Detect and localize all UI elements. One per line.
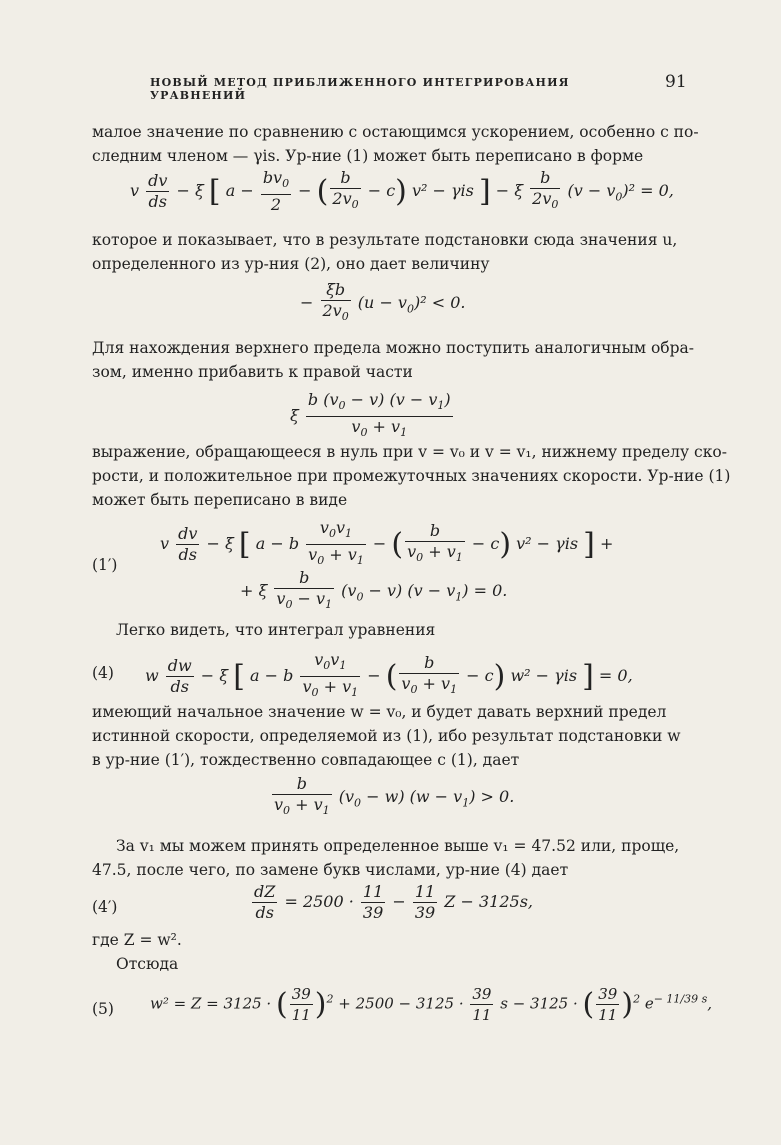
text-line: которое и показывает, что в результате подстановки сюда значения u, bbox=[92, 231, 678, 249]
running-head: НОВЫЙ МЕТОД ПРИБЛИЖЕННОГО ИНТЕГРИРОВАНИЯ УРАВНЕНИЙ bbox=[150, 76, 570, 102]
text-line: Отсюда bbox=[116, 955, 179, 973]
text-line: рости, и положительное при промежуточных значениях скорости. Ур-ние (1) bbox=[92, 467, 731, 485]
text-line: За v₁ мы можем принять определенное выше v₁ = 47.52 или, проще, bbox=[116, 837, 680, 855]
equation-label-1prime: (1′) bbox=[92, 556, 118, 574]
paragraph-3 bbox=[92, 336, 695, 384]
paragraph-2 bbox=[92, 228, 692, 276]
text-line: истинной скорости, определяемой из (1), ибо результат подстановки w bbox=[92, 727, 681, 745]
paragraph-7 bbox=[92, 834, 692, 882]
paragraph-8 bbox=[92, 928, 692, 976]
text-line: Для нахождения верхнего предела можно поступить аналогичным обра- bbox=[92, 339, 695, 357]
paragraph-4 bbox=[92, 440, 731, 512]
equation-1-rewritten: v $\frac{dv}{ds}$ − ξ [ a − $\frac{bv_0}{2}$ − ( $\frac{b}{2v_0}$ − c) v² − γis ] − ξ $\frac{b}{2v_0}$ $(v - v_0)^2 = 0$, bbox=[130, 168, 674, 215]
text-line: в ур-ние (1′), тождественно совпадающее с (1), дает bbox=[92, 751, 520, 769]
text-line: Легко видеть, что интеграл уравнения bbox=[116, 621, 436, 639]
equation-4prime: $\frac{dZ}{ds}$ = 2500 · $\frac{11}{39}$ − $\frac{11}{39}$ Z − 3125s, bbox=[254, 882, 534, 922]
equation-label-4: (4) bbox=[92, 664, 114, 682]
equation-5: w² = Z = 3125 · ( $\frac{39}{11}$ )$^2$ + 2500 − 3125 · $\frac{39}{11}$ s − 3125 · ( $\frac{39}{11}$ )$^2$ $e^{- 11/39 s}$, bbox=[150, 985, 713, 1024]
text-line: выражение, обращающееся в нуль при v = v₀ и v = v₁, нижнему пределу ско- bbox=[92, 443, 727, 461]
paragraph-5 bbox=[92, 618, 692, 642]
text-line: определенного из ур-ния (2), оно дает величину bbox=[92, 255, 490, 273]
inequality-upper: $\frac{b}{v_0 + v_1}$ $(v_0 - w) (w - v_1) > 0$. bbox=[274, 774, 515, 818]
paragraph-6 bbox=[92, 700, 692, 772]
equation-1prime-line1: v $\frac{dv}{ds}$ − ξ [ a − b $\frac{v_0v_1}{v_0 + v_1}$ − ( $\frac{b}{v_0 + v_1}$ − c) v² − γis ] + bbox=[160, 518, 614, 568]
text-line: следним членом — γis. Ур-ние (1) может быть переписано в форме bbox=[92, 147, 644, 165]
text-line: где Z = w². bbox=[92, 931, 182, 949]
inequality-lower: − $\frac{\xi b}{2v_0}$ $(u - v_0)^2 < 0$. bbox=[300, 280, 466, 324]
paragraph-1 bbox=[92, 120, 699, 168]
added-expression: ξ $\frac{b (v_0 - v) (v - v_1)}{v_0 + v_1}$ bbox=[290, 390, 451, 440]
page-number: 91 bbox=[665, 72, 687, 92]
text-line: может быть переписано в виде bbox=[92, 491, 348, 509]
equation-4: w $\frac{dw}{ds}$ − ξ [ a − b $\frac{v_0v_1}{v_0 + v_1}$ − ( $\frac{b}{v_0 + v_1}$ − c) w² − γis ] = 0, bbox=[145, 650, 633, 700]
text-line: малое значение по сравнению с остающимся ускорением, особенно с по- bbox=[92, 123, 699, 141]
equation-1prime-line2: + ξ $\frac{b}{v_0 - v_1}$ $(v_0 - v) (v - v_1) = 0$. bbox=[240, 568, 508, 612]
text-line: 47.5, после чего, по замене букв числами, ур-ние (4) дает bbox=[92, 861, 569, 879]
equation-label-4prime: (4′) bbox=[92, 898, 118, 916]
text-line: имеющий начальное значение w = v₀, и будет давать верхний предел bbox=[92, 703, 667, 721]
equation-label-5: (5) bbox=[92, 1000, 114, 1018]
text-line: зом, именно прибавить к правой части bbox=[92, 363, 413, 381]
